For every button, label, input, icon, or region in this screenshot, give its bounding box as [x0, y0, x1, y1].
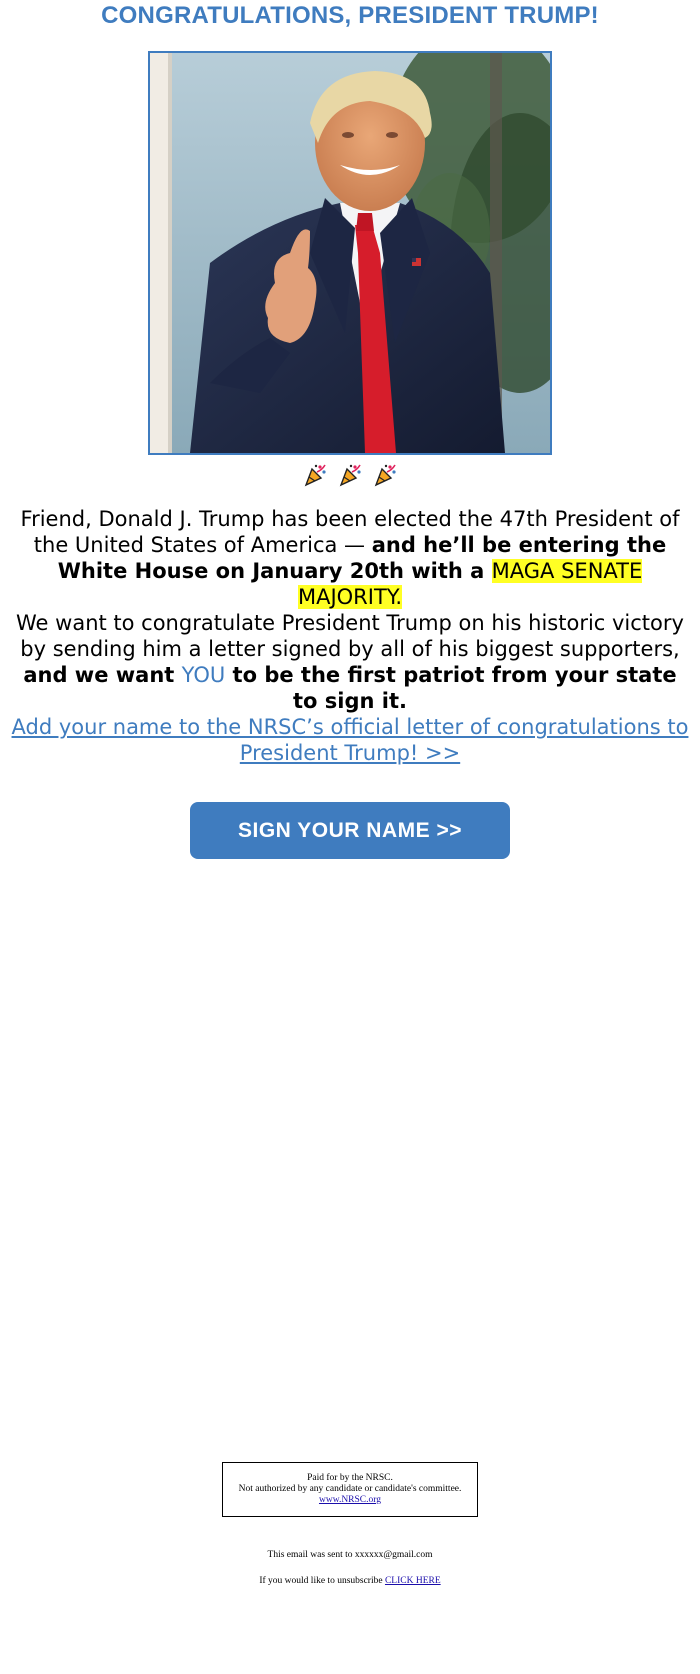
- you-emphasis: YOU: [181, 663, 226, 687]
- intro-bold-text: and he’ll be entering the White House on January 20th with a: [57, 533, 667, 583]
- paid-for-disclaimer: [222, 1462, 478, 1517]
- page-title: CONGRATULATIONS, PRESIDENT TRUMP!: [101, 2, 599, 29]
- disclaimer-line-1: Paid for by the NRSC.: [307, 1473, 393, 1483]
- ask-bold-text-b: to be the first patriot from your state to sign it.: [225, 663, 677, 713]
- unsubscribe-notice: [0, 1576, 700, 1586]
- party-popper-icon: [301, 462, 336, 487]
- senate-majority-highlight: MAGA SENATE MAJORITY.: [297, 559, 643, 609]
- ask-bold-text-a: and we want: [23, 663, 182, 687]
- intro-text: Friend, Donald J. Trump has been elected the 47th President of the United States of America —: [20, 507, 680, 557]
- portrait-image: [150, 53, 550, 453]
- ask-paragraph: [10, 610, 690, 714]
- sign-your-name-button[interactable]: SIGN YOUR NAME >>: [190, 802, 510, 859]
- unsubscribe-text: If you would like to unsubscribe: [259, 1576, 385, 1586]
- confetti-row: [0, 462, 700, 488]
- hero-image: [148, 51, 552, 455]
- party-popper-icon: [371, 462, 399, 487]
- intro-paragraph: [10, 506, 690, 610]
- unsubscribe-link[interactable]: CLICK HERE: [384, 1576, 441, 1586]
- disclaimer-line-2: Not authorized by any candidate or candidate's committee.: [238, 1484, 462, 1494]
- sent-to-notice: This email was sent to xxxxxx@gmail.com: [267, 1550, 433, 1560]
- add-name-link[interactable]: Add your name to the NRSC’s official letter of congratulations to President Trump! >>: [11, 715, 689, 765]
- nrsc-website-link[interactable]: www.NRSC.org: [318, 1495, 382, 1505]
- party-popper-icon: [336, 462, 371, 487]
- ask-text: We want to congratulate President Trump on his historic victory by sending him a letter signed by all of his biggest supporters,: [16, 611, 684, 661]
